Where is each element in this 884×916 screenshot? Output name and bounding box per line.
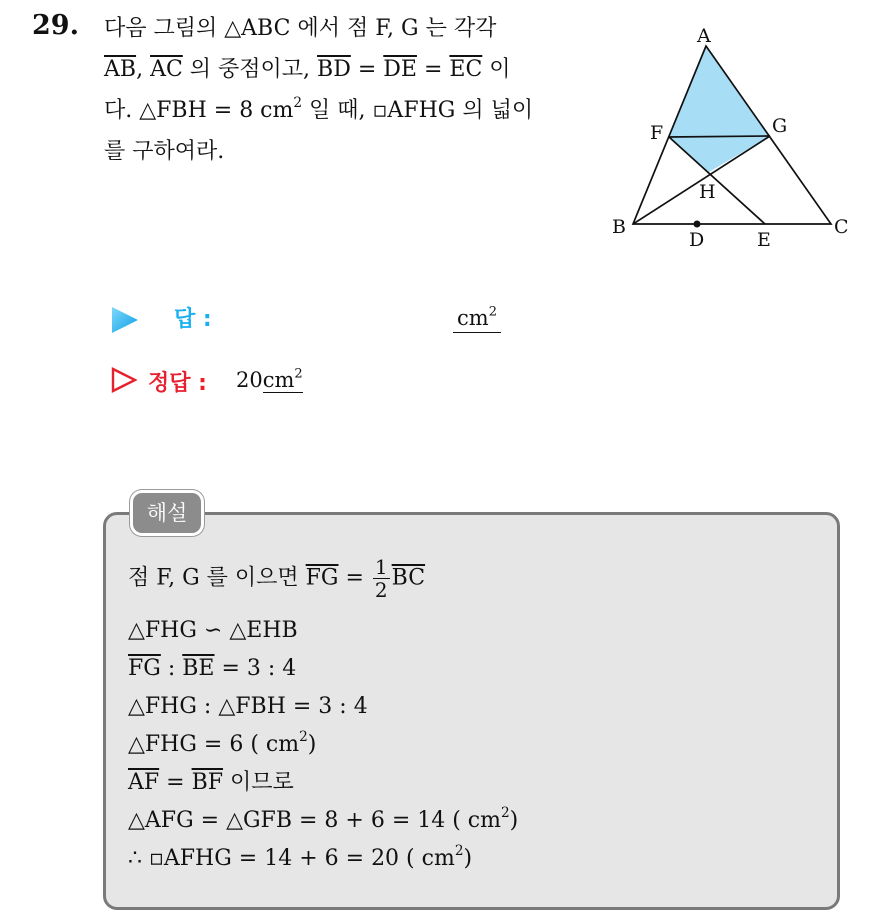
question-line-1: 다음 그림의 △ABC 에서 점 F, G 는 각각 <box>104 16 497 41</box>
segment-ec: $\overline{EC}$ <box>449 57 483 82</box>
label-c: C <box>834 216 849 238</box>
segment-fg <box>669 136 770 137</box>
solution-value: $20cm^2$ <box>236 366 303 392</box>
explanation-line-6: $\overline{AF} = \overline{BF}$ 이므로 <box>128 770 294 795</box>
explanation-line-1: 점 F, G 를 이으면 $\overline{FG}$ = $\frac{1}{2}$ $\overline{BC}$ <box>128 555 426 602</box>
label-f: F <box>650 122 664 144</box>
answer-row <box>110 298 530 342</box>
label-h: H <box>699 181 716 203</box>
label-e: E <box>757 229 771 251</box>
explanation-line-4: △FHG : △FBH = 3 : 4 <box>128 694 368 719</box>
explanation-line-2: △FHG ∽ △EHB <box>128 618 298 643</box>
answer-label: 답 : <box>174 307 212 332</box>
label-g: G <box>772 115 788 137</box>
solution-row <box>110 364 510 404</box>
explanation-line-8: ∴ ▫AFHG = 14 + 6 = 20 ( $cm^2$) <box>128 842 473 871</box>
segment-de: $\overline{DE}$ <box>383 57 417 82</box>
explanation-line-5: △FHG = 6 ( $cm^2$) <box>128 728 317 757</box>
play-icon <box>110 306 140 334</box>
segment-ac: $\overline{AC}$ <box>150 57 183 82</box>
segment-bd: $\overline{BD}$ <box>317 57 351 82</box>
point-d-dot <box>694 221 701 228</box>
triangle-figure <box>600 16 860 256</box>
label-b: B <box>612 216 626 238</box>
triangle-outline-icon <box>110 366 138 394</box>
question-text <box>104 8 584 172</box>
question-number: 29. <box>32 10 79 41</box>
segment-ab: $\overline{AB}$ <box>104 57 137 82</box>
explanation-body <box>128 556 518 878</box>
label-a: A <box>697 25 711 47</box>
question-line-4: 를 구하여라. <box>104 139 225 164</box>
explanation-line-7: △AFG = △GFB = 8 + 6 = 14 ( $cm^2$) <box>128 804 519 833</box>
fraction-one-half: $\frac{1}{2}$ <box>374 555 388 602</box>
question-line-2: $\overline{AB}$, $\overline{AC}$ 의 중점이고, $\overline{BD} = \overline{DE} = \overline{EC}$ 이 <box>104 57 511 82</box>
explanation-tab: 해설 <box>130 490 204 536</box>
label-d: D <box>689 229 705 251</box>
answer-input[interactable]: $cm^2$ <box>453 304 501 333</box>
explanation-line-3: $\overline{FG}$ : $\overline{BE} = 3$ : 4 <box>128 656 297 681</box>
solution-label: 정답 : <box>148 371 207 396</box>
question-line-3: 다. △FBH = 8 $cm^2$ 일 때, ▫AFHG 의 넓이 <box>104 94 534 123</box>
